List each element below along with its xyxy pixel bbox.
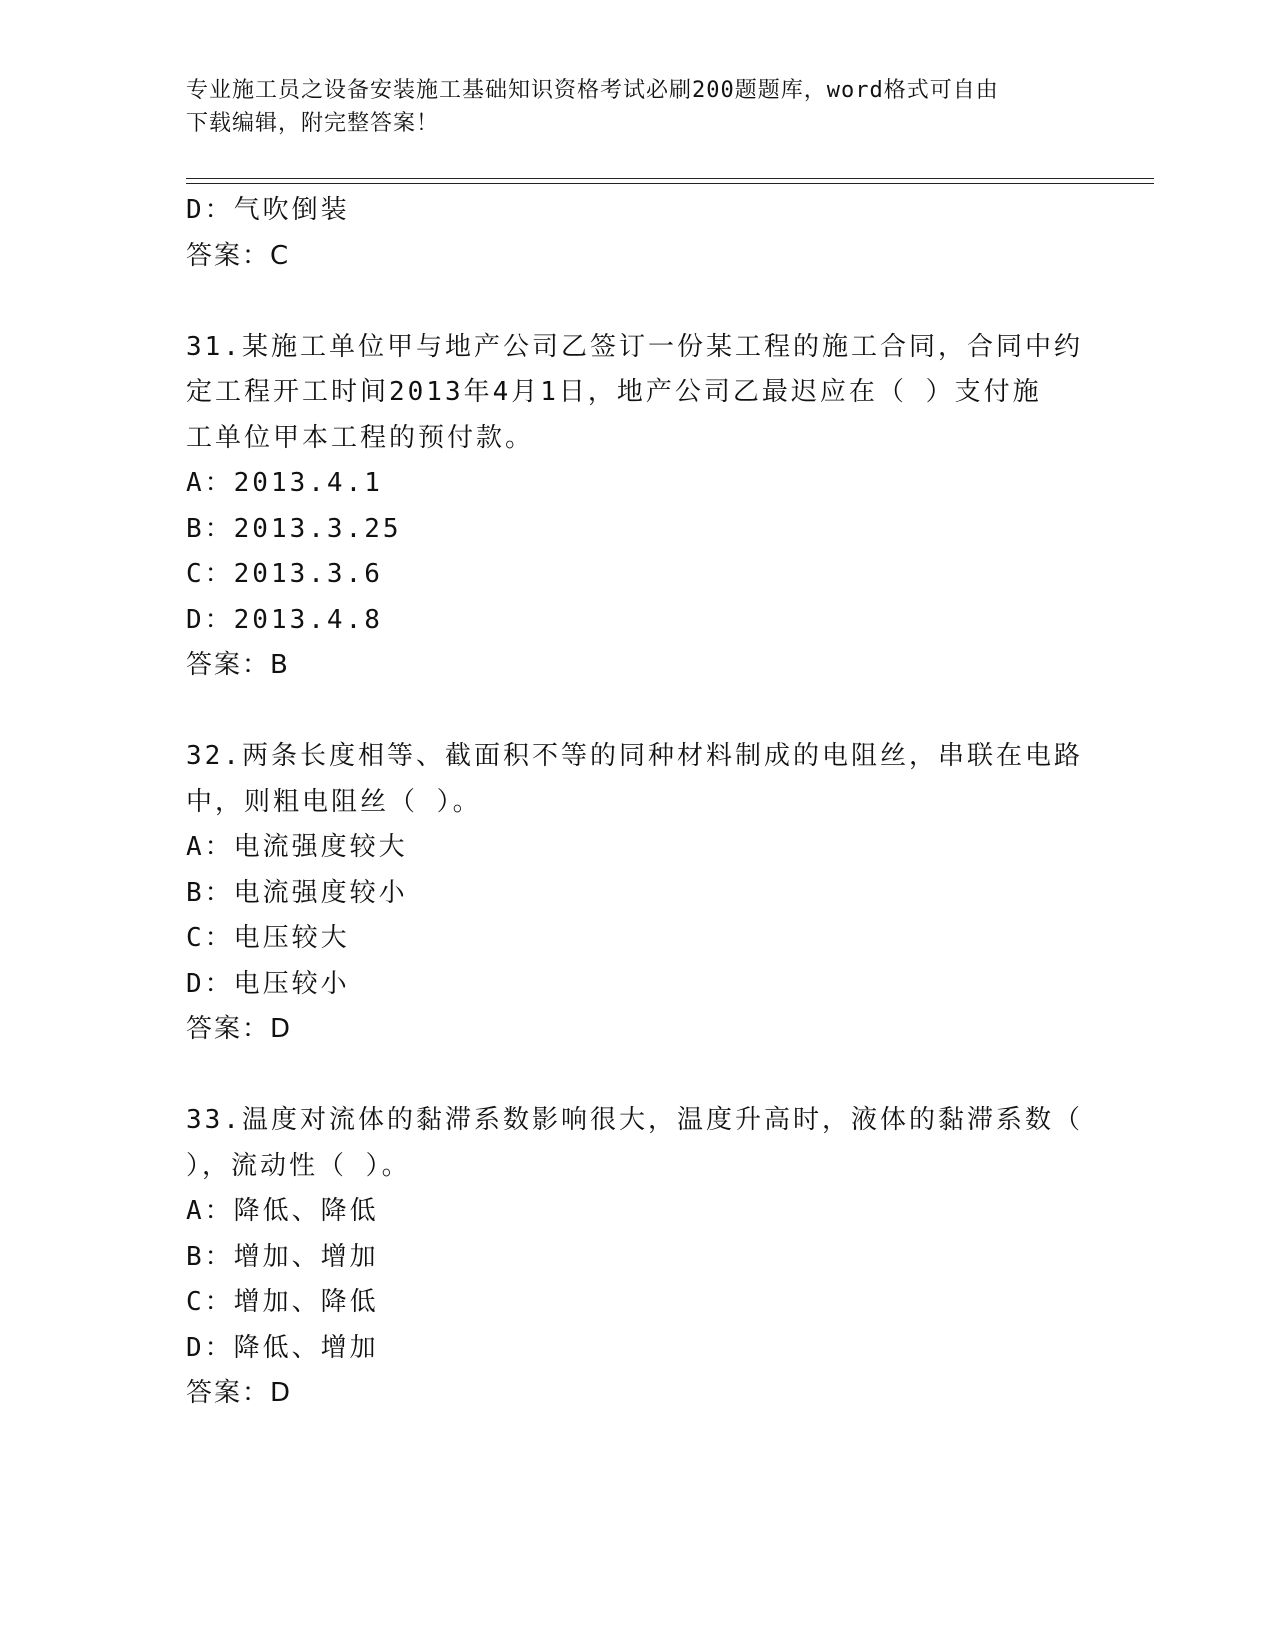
answer-line: 答案：B — [186, 650, 290, 680]
question-31 — [186, 325, 1086, 689]
answer-line: 答案：D — [186, 1014, 293, 1044]
option-d: D：气吹倒装 — [186, 195, 350, 225]
option-c: C：电压较大 — [186, 923, 350, 953]
question-text-line: 工单位甲本工程的预付款。 — [186, 422, 535, 453]
option-b: B：增加、增加 — [186, 1241, 379, 1272]
document-header — [186, 74, 1066, 140]
option-b: B：2013.3.25 — [186, 513, 402, 544]
question-text-line: 定工程开工时间2013年4月1日，地产公司乙最迟应在（ ）支付施 — [186, 377, 1042, 407]
header-divider-bottom — [186, 183, 1154, 184]
question-list — [186, 188, 1086, 1417]
question-text-line: 32.两条长度相等、截面积不等的同种材料制成的电阻丝，串联在电路 — [186, 741, 1083, 771]
header-line-2: 下载编辑，附完整答案！ — [186, 111, 440, 136]
question-text-line: 33.温度对流体的黏滞系数影响很大，温度升高时，液体的黏滞系数（ — [186, 1105, 1083, 1135]
option-a: A：2013.4.1 — [186, 468, 383, 498]
answer-line: 答案：C — [186, 240, 291, 271]
option-a: A：降低、降低 — [186, 1196, 379, 1226]
option-b: B：电流强度较小 — [186, 877, 408, 908]
option-d: D：降低、增加 — [186, 1332, 379, 1363]
question-32 — [186, 734, 1086, 1053]
option-a: A：电流强度较大 — [186, 832, 408, 862]
header-line-1: 专业施工员之设备安装施工基础知识资格考试必刷200题题库，word格式可自由 — [186, 78, 999, 103]
question-text-line: ），流动性（ ）。 — [186, 1150, 411, 1181]
option-c: C：2013.3.6 — [186, 559, 383, 589]
question-text-line: 中，则粗电阻丝（ ）。 — [186, 786, 482, 817]
question-text-line: 31.某施工单位甲与地产公司乙签订一份某工程的施工合同，合同中约 — [186, 331, 1083, 362]
question-33 — [186, 1098, 1086, 1417]
option-d: D：电压较小 — [186, 968, 350, 999]
answer-line: 答案：D — [186, 1378, 293, 1408]
header-divider-top — [186, 178, 1154, 179]
option-c: C：增加、降低 — [186, 1287, 379, 1317]
option-d: D：2013.4.8 — [186, 604, 383, 635]
